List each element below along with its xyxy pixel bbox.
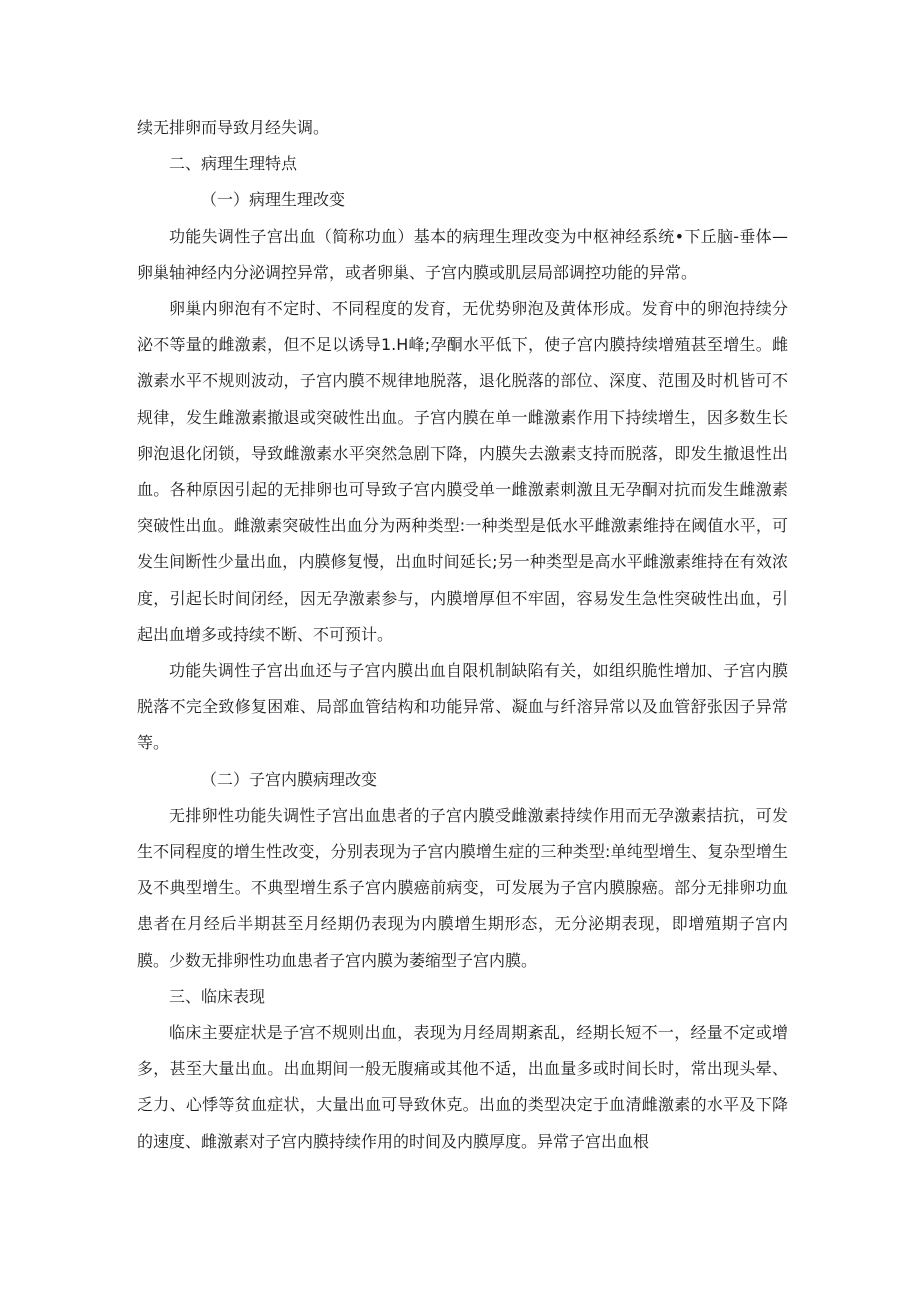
- section-heading-clinical-manifestations: 三、临床表现: [169, 986, 266, 1006]
- subsection-heading-endometrial-changes: （二）子宫内膜病理改变: [201, 769, 378, 789]
- subsection-heading-pathophysiological-changes: （一）病理生理改变: [201, 190, 346, 210]
- paragraph-self-limiting-mechanism: 功能失调性子宫出血还与子宫内膜出血自限机制缺陷有关，如组织脆性增加、子宫内膜脱落不完全致修复困难、局部血管结构和功能异常、凝血与纤溶异常以及血管舒张因子异常等。: [137, 661, 788, 753]
- paragraph-continuation: 续无排卵而导致月经失调。: [137, 118, 330, 137]
- section-heading-pathophysiology: 二、病理生理特点: [169, 154, 298, 174]
- document-page: [137, 110, 788, 1160]
- paragraph-pathophysiology-overview: 功能失调性子宫出血（简称功血）基本的病理生理改变为中枢神经系统•下丘脑-垂体—卵巢轴神经内分泌调控异常，或者卵巢、子宫内膜或肌层局部调控功能的异常。: [137, 226, 788, 282]
- paragraph-clinical-symptoms: 临床主要症状是子宫不规则出血，表现为月经周期紊乱，经期长短不一，经量不定或增多，甚至大量出血。出血期间一般无腹痛或其他不适，出血量多或时间长时，常出现头晕、乏力、心悸等贫血症状，大量出血可导致休克。出血的类型决定于血清雌激素的水平及下降的速度、雌激素对子宫内膜持续作用的时间及内膜厚度。异常子宫出血根: [137, 1023, 788, 1151]
- paragraph-follicle-development: 卵巢内卵泡有不定时、不同程度的发育，无优势卵泡及黄体形成。发育中的卵泡持续分泌不等量的雌激素，但不足以诱导1.H峰;孕酮水平低下，使子宫内膜持续增殖甚至增生。雌激素水平不规则波动，子宫内膜不规律地脱落，退化脱落的部位、深度、范围及时机皆可不规律，发生雌激素撤退或突破性出血。子宫内膜在单一雌激素作用下持续增生，因多数生长卵泡退化闭锁，导致雌激素水平突然急剧下降，内膜失去激素支持而脱落，即发生撤退性出血。各种原因引起的无排卵也可导致子宫内膜受单一雌激素刺激且无孕酮对抗而发生雌激素突破性出血。雌激素突破性出血分为两种类型:一种类型是低水平雌激素维持在阈值水平，可发生间断性少量出血，内膜修复慢，出血时间延长;另一种类型是高水平雌激素维持在有效浓度，引起长时间闭经，因无孕激素参与，内膜增厚但不牢固，容易发生急性突破性出血，引起出血增多或持续不断、不可预计。: [137, 299, 788, 644]
- paragraph-endometrial-hyperplasia: 无排卵性功能失调性子宫出血患者的子宫内膜受雌激素持续作用而无孕激素拮抗，可发生不同程度的增生性改变，分别表现为子宫内膜增生症的三种类型:单纯型增生、复杂型增生及不典型增生。不典型增生系子宫内膜癌前病变，可发展为子宫内膜腺癌。部分无排卵功血患者在月经后半期甚至月经期仍表现为内膜增生期形态，无分泌期表现，即增殖期子宫内膜。少数无排卵性功血患者子宫内膜为萎缩型子宫内膜。: [137, 805, 788, 970]
